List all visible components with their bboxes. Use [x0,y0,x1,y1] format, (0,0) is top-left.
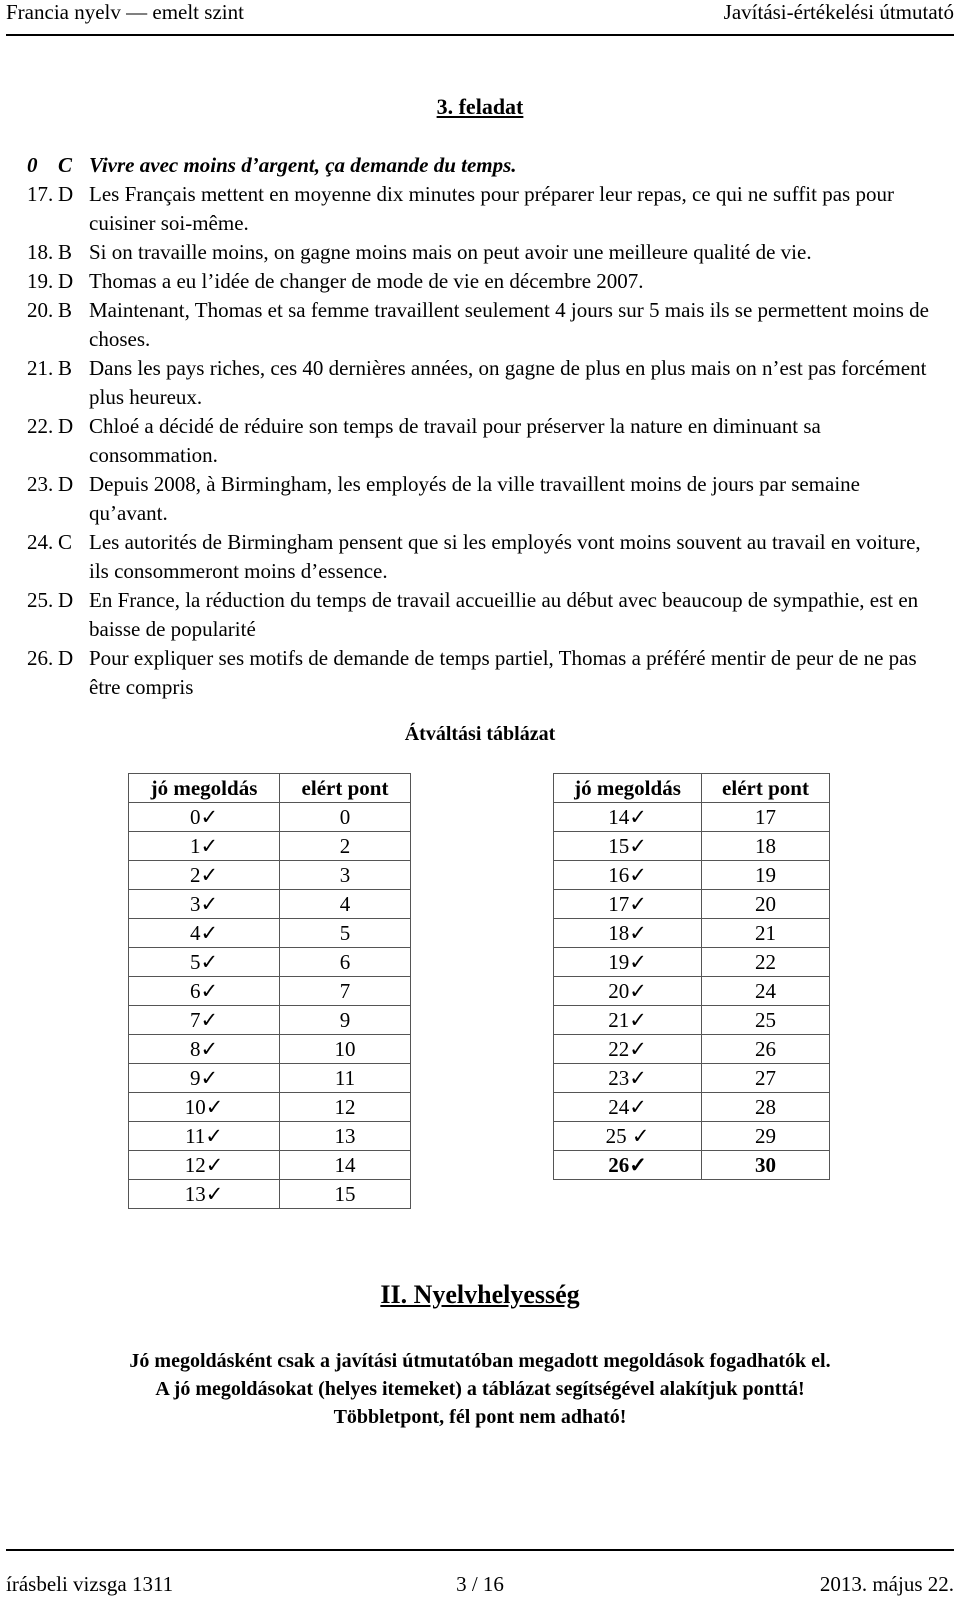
answer-number: 26. [27,646,54,670]
points-cell: 0 [280,803,411,832]
points-cell: 26 [702,1035,830,1064]
answer-item [0,151,960,180]
points-cell: 17 [702,803,830,832]
answer-letter: D [58,588,74,612]
answer-text: Maintenant, Thomas et sa femme travaillent seulement 4 jours sur 5 mais ils se permettent moins de choses. [89,298,929,351]
points-cell: 3 [280,861,411,890]
answer-item [0,267,960,296]
table-row [129,1035,411,1064]
correct-count-cell: 13✓ [129,1180,280,1209]
answer-item [0,412,960,470]
correct-count-cell: 4✓ [129,919,280,948]
column-header-points: elért pont [702,774,830,803]
answer-number: 20. [27,298,54,322]
page-footer [6,1572,954,1602]
points-cell: 7 [280,977,411,1006]
points-cell: 4 [280,890,411,919]
answer-text: Depuis 2008, à Birmingham, les employés de la ville travaillent moins de jours par semaine qu’avant. [89,472,860,525]
correct-count-cell: 0✓ [129,803,280,832]
answer-item [0,354,960,412]
section-title: II. Nyelvhelyesség [380,1280,580,1309]
table-row [554,1035,830,1064]
correct-count-cell: 19✓ [554,948,702,977]
points-cell: 5 [280,919,411,948]
points-cell: 15 [280,1180,411,1209]
correct-count-cell: 9✓ [129,1064,280,1093]
points-cell: 29 [702,1122,830,1151]
table-row [554,1006,830,1035]
points-cell: 27 [702,1064,830,1093]
points-cell: 28 [702,1093,830,1122]
answer-text: Dans les pays riches, ces 40 dernières années, on gagne de plus en plus mais on n’est pas forcément plus heureux. [89,356,927,409]
header-divider [6,34,954,36]
footer-left: írásbeli vizsga 1311 [6,1572,174,1596]
answer-number: 19. [27,269,54,293]
column-header-correct: jó megoldás [129,774,280,803]
points-cell: 13 [280,1122,411,1151]
table-row [129,861,411,890]
answer-number: 21. [27,356,54,380]
answer-letter: C [58,530,73,554]
instruction-line: A jó megoldásokat (helyes itemeket) a táblázat segítségével alakítjuk ponttá! [155,1378,805,1400]
points-cell: 6 [280,948,411,977]
correct-count-cell: 24✓ [554,1093,702,1122]
table-row [129,890,411,919]
answer-letter: D [58,646,74,670]
table-row [129,948,411,977]
answer-number: 25. [27,588,54,612]
points-cell: 10 [280,1035,411,1064]
table-row [129,1006,411,1035]
table-row [554,861,830,890]
answer-item [0,296,960,354]
table-row [554,948,830,977]
answer-text: Vivre avec moins d’argent, ça demande du temps. [89,153,517,177]
correct-count-cell: 12✓ [129,1151,280,1180]
answer-letter: D [58,269,74,293]
answer-text: Pour expliquer ses motifs de demande de temps partiel, Thomas a préféré mentir de peur de ne pas être compris [89,646,917,699]
table-row [129,1180,411,1209]
table-header-row [129,774,411,803]
correct-count-cell: 16✓ [554,861,702,890]
header-left: Francia nyelv — emelt szint [6,0,244,24]
footer-divider [6,1549,954,1551]
points-cell: 14 [280,1151,411,1180]
answer-text: Thomas a eu l’idée de changer de mode de vie en décembre 2007. [89,269,644,293]
correct-count-cell: 7✓ [129,1006,280,1035]
conversion-table-left [128,773,411,1209]
points-cell: 24 [702,977,830,1006]
points-cell: 20 [702,890,830,919]
conversion-table-title: Átváltási táblázat [404,723,556,745]
answer-text: Les Français mettent en moyenne dix minutes pour préparer leur repas, ce qui ne suffit pas pour cuisiner soi-même. [89,182,894,235]
answer-number: 22. [27,414,54,438]
answer-letter: D [58,414,74,438]
answer-text: En France, la réduction du temps de travail accueillie au début avec beaucoup de sympathie, est en baisse de popularité [89,588,919,641]
points-cell: 12 [280,1093,411,1122]
column-header-points: elért pont [280,774,411,803]
column-header-correct: jó megoldás [554,774,702,803]
instruction-line: Jó megoldásként csak a javítási útmutatóban megadott megoldások fogadhatók el. [129,1350,831,1372]
correct-count-cell: 3✓ [129,890,280,919]
table-row [554,803,830,832]
points-cell: 19 [702,861,830,890]
task-title: 3. feladat [436,94,524,119]
correct-count-cell: 1✓ [129,832,280,861]
correct-count-cell: 25 ✓ [554,1122,702,1151]
table-row [129,1122,411,1151]
points-cell: 11 [280,1064,411,1093]
table-row [129,1093,411,1122]
answer-list [0,151,960,702]
table-row [554,832,830,861]
answer-number: 23. [27,472,54,496]
table-row [554,1151,830,1180]
correct-count-cell: 20✓ [554,977,702,1006]
table-header-row [554,774,830,803]
correct-count-cell: 10✓ [129,1093,280,1122]
answer-number: 24. [27,530,54,554]
correct-count-cell: 14✓ [554,803,702,832]
correct-count-cell: 26✓ [554,1151,702,1180]
table-row [554,890,830,919]
answer-letter: D [58,182,74,206]
answer-number: 18. [27,240,54,264]
table-row [129,977,411,1006]
answer-item [0,180,960,238]
answer-item [0,586,960,644]
answer-text: Si on travaille moins, on gagne moins mais on peut avoir une meilleure qualité de vie. [89,240,812,264]
table-row [129,1064,411,1093]
table-row [554,1122,830,1151]
correct-count-cell: 17✓ [554,890,702,919]
points-cell: 9 [280,1006,411,1035]
answer-item [0,528,960,586]
answer-text: Chloé a décidé de réduire son temps de travail pour préserver la nature en diminuant sa consommation. [89,414,821,467]
correct-count-cell: 8✓ [129,1035,280,1064]
points-cell: 21 [702,919,830,948]
table-row [554,977,830,1006]
correct-count-cell: 21✓ [554,1006,702,1035]
correct-count-cell: 11✓ [129,1122,280,1151]
correct-count-cell: 2✓ [129,861,280,890]
answer-letter: D [58,472,74,496]
points-cell: 22 [702,948,830,977]
page-header [6,0,954,32]
points-cell: 30 [702,1151,830,1180]
table-row [554,919,830,948]
answer-text: Les autorités de Birmingham pensent que si les employés vont moins souvent au travail en voiture, ils consommeront moins d’essence. [89,530,921,583]
points-cell: 18 [702,832,830,861]
answer-number: 0 [27,153,38,177]
correct-count-cell: 5✓ [129,948,280,977]
answer-item [0,470,960,528]
answer-letter: B [58,298,73,322]
points-cell: 2 [280,832,411,861]
correct-count-cell: 22✓ [554,1035,702,1064]
header-right: Javítási-értékelési útmutató [723,0,954,24]
correct-count-cell: 23✓ [554,1064,702,1093]
answer-item [0,238,960,267]
answer-letter: B [58,356,73,380]
table-row [129,832,411,861]
table-row [554,1064,830,1093]
correct-count-cell: 6✓ [129,977,280,1006]
table-row [129,919,411,948]
table-row [129,803,411,832]
table-row [129,1151,411,1180]
instruction-line: Többletpont, fél pont nem adható! [333,1406,627,1428]
instructions [0,1347,960,1431]
page-number: 3 / 16 [456,1572,504,1596]
footer-right: 2013. május 22. [819,1572,954,1596]
table-row [554,1093,830,1122]
answer-letter: C [58,153,73,177]
conversion-table-right [553,773,830,1180]
correct-count-cell: 15✓ [554,832,702,861]
correct-count-cell: 18✓ [554,919,702,948]
answer-item [0,644,960,702]
points-cell: 25 [702,1006,830,1035]
answer-letter: B [58,240,73,264]
answer-number: 17. [27,182,54,206]
